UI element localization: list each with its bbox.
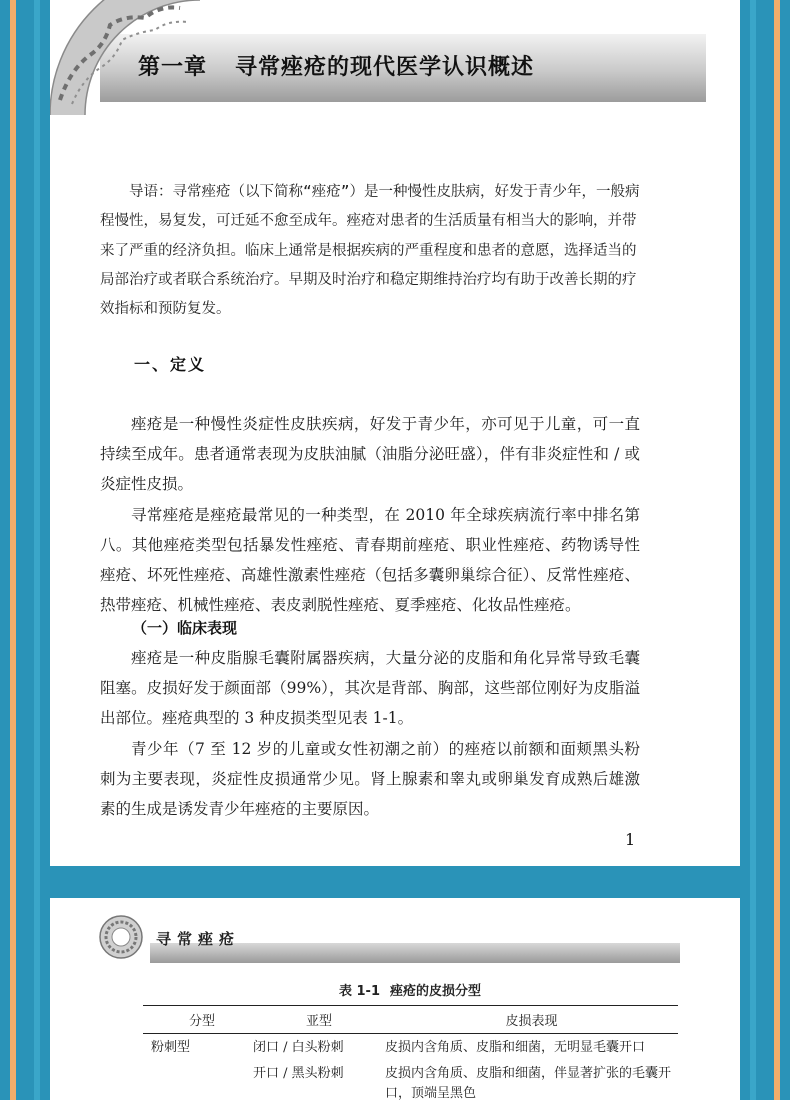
table-title: 痤疮的皮损分型 xyxy=(390,984,482,999)
column-header: 亚型 xyxy=(253,1006,385,1034)
cell-type: 粉刺型 xyxy=(151,1040,191,1055)
table-row xyxy=(143,1034,678,1061)
table-caption xyxy=(0,980,790,999)
table-row xyxy=(143,1060,678,1100)
right-stripe-orange xyxy=(774,0,780,1100)
subsection-title: （一）临床表现 xyxy=(132,619,238,637)
cell-type xyxy=(143,1060,253,1100)
table-header-row xyxy=(143,1006,678,1034)
running-head: 寻常痤疮 xyxy=(156,930,241,948)
definition-text xyxy=(100,409,640,620)
intro-paragraph: 导语：寻常痤疮（以下简称“痤疮”）是一种慢性皮肤病，好发于青少年，一般病程慢性，易复发，可迁延不愈至成年。痤疮对患者的生活质量有相当大的影响，并带来了严重的经济负担。临床上通常是根据疾病的严重程度和患者的意愿，选择适当的局部治疗或者联合系统治疗。早期及时治疗和稳定期维持治疗均有助于改善长期的疗效指标和预防复发。 xyxy=(100,184,640,318)
section-title: 一、定义 xyxy=(134,355,207,374)
paragraph: 青少年（7 至 12 岁的儿童或女性初潮之前）的痤疮以前额和面颊黑头粉刺为主要表现，炎症性皮损通常少见。肾上腺素和睾丸或卵巢发育成熟后雄激素的生成是诱发青少年痤疮的主要原因。 xyxy=(100,739,640,819)
left-border xyxy=(0,0,50,1100)
cell-manifestation: 皮损内含角质、皮脂和细菌，伴显著扩张的毛囊开口，顶端呈黑色 xyxy=(385,1066,672,1100)
paragraph: 痤疮是一种皮脂腺毛囊附属器疾病，大量分泌的皮脂和角化异常导致毛囊阻塞。皮损好发于颜面部（99%），其次是背部、胸部，这些部位刚好为皮脂溢出部位。痤疮典型的 3 种皮损类型见表 1-1。 xyxy=(100,649,640,728)
table-number: 表 1-1 xyxy=(338,984,380,999)
right-stripe-blue xyxy=(750,0,756,1100)
page-number: 1 xyxy=(625,830,636,849)
cell-subtype: 闭口 / 白头粉刺 xyxy=(253,1040,344,1055)
column-header: 皮损表现 xyxy=(385,1006,678,1034)
column-header: 分型 xyxy=(143,1006,253,1034)
chapter-number: 第一章 xyxy=(138,54,208,80)
right-border xyxy=(740,0,790,1100)
clinical-text xyxy=(100,643,640,824)
lesion-type-table xyxy=(143,1005,678,1100)
left-stripe-orange xyxy=(10,0,16,1100)
cell-manifestation: 皮损内含角质、皮脂和细菌，无明显毛囊开口 xyxy=(385,1040,646,1055)
medallion-icon xyxy=(98,914,144,960)
chapter-title xyxy=(138,50,534,81)
chapter-title-text: 寻常痤疮的现代医学认识概述 xyxy=(235,54,535,80)
paragraph: 寻常痤疮是痤疮最常见的一种类型，在 2010 年全球疾病流行率中排名第八。其他痤疮类型包括暴发性痤疮、青春期前痤疮、职业性痤疮、药物诱导性痤疮、坏死性痤疮、高雄性激素性痤疮（包括多囊卵巢综合征）、反常性痤疮、热带痤疮、机械性痤疮、表皮剥脱性痤疮、夏季痤疮、化妆品性痤疮。 xyxy=(100,505,640,615)
paragraph: 痤疮是一种慢性炎症性皮肤疾病，好发于青少年，亦可见于儿童，可一直持续至成年。患者通常表现为皮肤油腻（油脂分泌旺盛），伴有非炎症性和 / 或炎症性皮损。 xyxy=(100,415,640,494)
cell-subtype: 开口 / 黑头粉刺 xyxy=(253,1066,344,1081)
left-stripe-blue xyxy=(34,0,40,1100)
chapter-intro xyxy=(100,178,640,324)
